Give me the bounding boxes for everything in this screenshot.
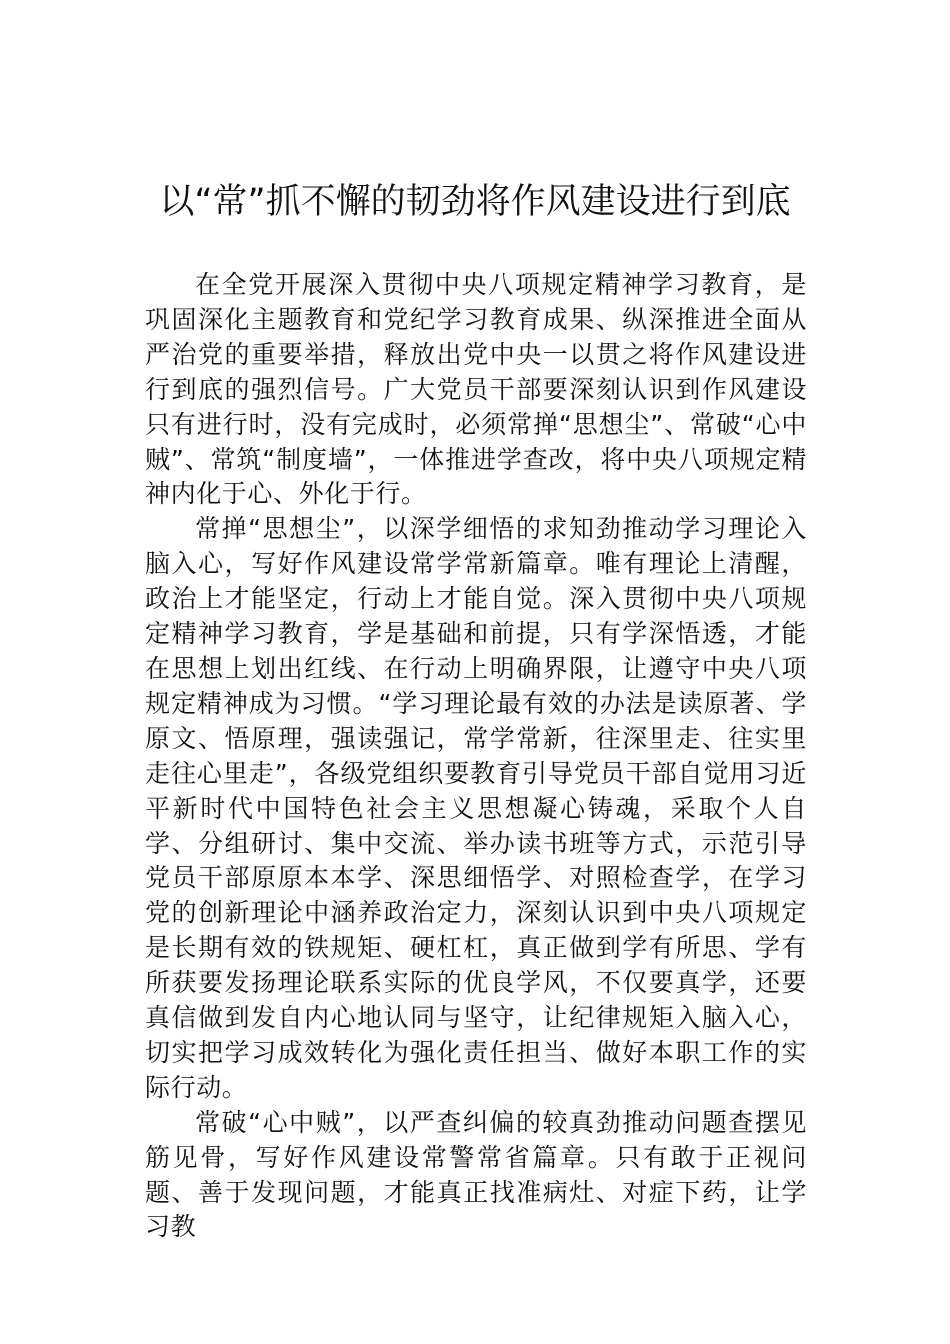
paragraph-1: 在全党开展深入贯彻中央八项规定精神学习教育，是巩固深化主题教育和党纪学习教育成果、纵深推进全面从严治党的重要举措，释放出党中央一以贯之将作风建设进行到底的强烈信号。广大党员干部要深刻认识到作风建设只有进行时，没有完成时，必须常掸“思想尘”、常破“心中贼”、常筑“制度墙”，一体推进学查改，将中央八项规定精神内化于心、外化于行。 [145, 270, 807, 509]
document-title: 以“常”抓不懈的韧劲将作风建设进行到底 [159, 182, 791, 222]
document-body [145, 268, 807, 1245]
paragraph-2: 常掸“思想尘”，以深学细悟的求知劲推动学习理论入脑入心，写好作风建设常学常新篇章。唯有理论上清醒，政治上才能坚定，行动上才能自觉。深入贯彻中央八项规定精神学习教育，学是基础和前提，只有学深悟透，才能在思想上划出红线、在行动上明确界限，让遵守中央八项规定精神成为习惯。“学习理论最有效的办法是读原著、学原文、悟原理，强读强记，常学常新，往深里走、往实里走往心里走”，各级党组织要教育引导党员干部自觉用习近平新时代中国特色社会主义思想凝心铸魂，采取个人自学、分组研讨、集中交流、举办读书班等方式，示范引导党员干部原原本本学、深思细悟学、对照检查学，在学习党的创新理论中涵养政治定力，深刻认识到中央八项规定是长期有效的铁规矩、硬杠杠，真正做到学有所思、学有所获要发扬理论联系实际的优良学风，不仅要真学，还要真信做到发自内心地认同与坚守，让纪律规矩入脑入心，切实把学习成效转化为强化责任担当、做好本职工作的实际行动。 [145, 514, 807, 1102]
paragraph-3: 常破“心中贼”，以严查纠偏的较真劲推动问题查摆见筋见骨，写好作风建设常警常省篇章。只有敢于正视问题、善于发现问题，才能真正找准病灶、对症下药，让学习教 [145, 1107, 807, 1242]
